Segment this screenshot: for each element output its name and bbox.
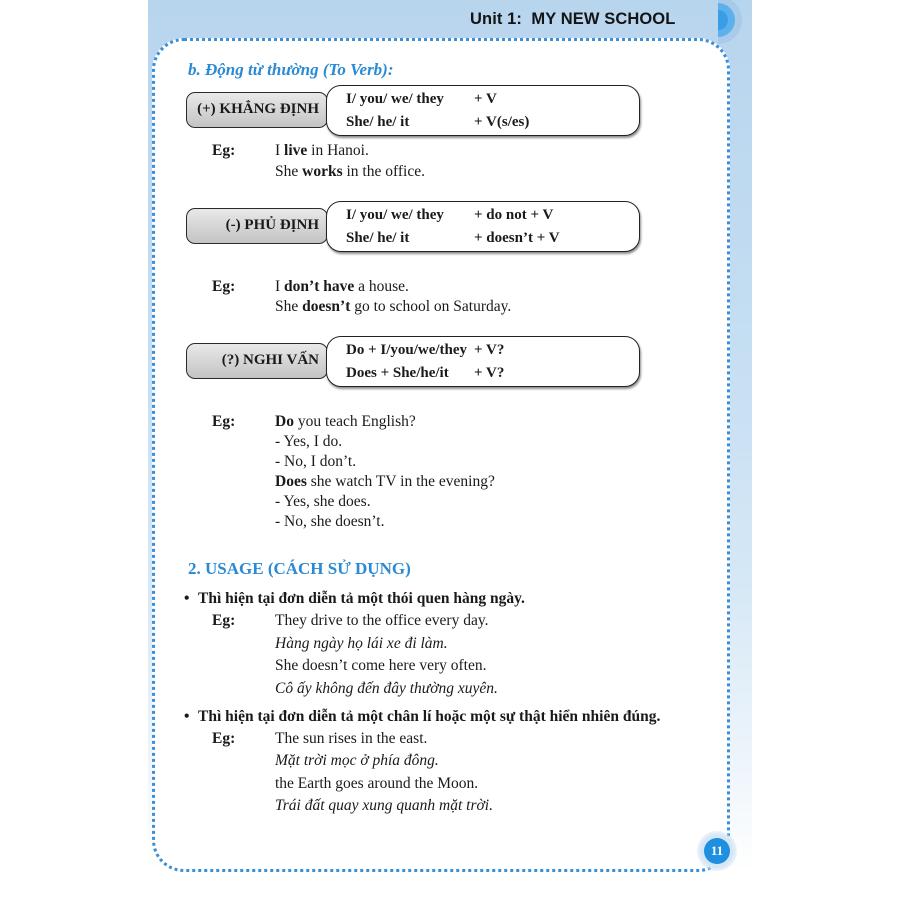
- example-translation: Hàng ngày họ lái xe đi làm.: [275, 634, 448, 652]
- example-line: [275, 472, 495, 492]
- formula-subject: She/ he/ it: [346, 230, 410, 246]
- formula-row: [327, 227, 639, 250]
- formula-pattern: + V?: [474, 342, 505, 358]
- example-verb: don’t have: [284, 278, 355, 295]
- example-verb: live: [284, 142, 308, 159]
- bullet-dot-icon: •: [184, 590, 190, 607]
- formula-pattern: + V: [474, 91, 497, 107]
- example-label: Eg:: [212, 730, 236, 747]
- formula-box-negative: [326, 201, 640, 252]
- example-label: Eg:: [212, 278, 236, 295]
- example-translation: Cô ấy không đến đây thường xuyên.: [275, 679, 498, 697]
- formula-subject: I/ you/ we/ they: [346, 207, 444, 223]
- formula-pattern: + do not + V: [474, 207, 554, 223]
- example-text: - Yes, she does.: [275, 492, 371, 510]
- formula-row: [327, 88, 639, 111]
- example-label: Eg:: [212, 413, 236, 430]
- formula-row: [327, 111, 639, 134]
- example-text: - No, I don’t.: [275, 452, 357, 470]
- formula-row: [327, 204, 639, 227]
- example-text: in Hanoi.: [307, 142, 369, 159]
- example-line: [275, 452, 495, 472]
- example-text: I: [275, 278, 285, 295]
- example-text: - Yes, I do.: [275, 432, 343, 450]
- example-line: the Earth goes around the Moon.: [275, 774, 479, 792]
- example-line: [275, 512, 495, 532]
- example-text: She: [275, 163, 303, 180]
- example-line: She doesn’t come here very often.: [275, 657, 487, 675]
- example-translation: Trái đất quay xung quanh mặt trời.: [275, 796, 493, 814]
- example-lines: [275, 140, 425, 182]
- example-line: The sun rises in the east.: [275, 730, 428, 747]
- form-label-affirmative: (+) KHẲNG ĐỊNH: [186, 92, 328, 128]
- example-line: [275, 432, 495, 452]
- example-text: go to school on Saturday.: [350, 298, 512, 315]
- example-verb: Do: [275, 413, 294, 430]
- bullet-dot-icon: •: [184, 708, 190, 725]
- example-label: Eg:: [212, 142, 236, 159]
- example-lines: [275, 610, 498, 700]
- page-number: 11: [704, 838, 730, 864]
- formula-row: [327, 362, 639, 385]
- page-number-badge: [697, 831, 737, 871]
- form-label-interrogative: (?) NGHI VẤN: [186, 343, 328, 379]
- formula-subject: Does + She/he/it: [346, 365, 449, 381]
- unit-title: Unit 1: MY NEW SCHOOL: [470, 10, 676, 28]
- example-text: you teach English?: [293, 413, 416, 430]
- example-text: I: [275, 142, 285, 159]
- example-line: [275, 297, 511, 317]
- example-text: - No, she doesn’t.: [275, 512, 385, 530]
- section-title-usage: 2. USAGE (CÁCH SỬ DỤNG): [188, 559, 411, 578]
- example-line: They drive to the office every day.: [275, 612, 489, 629]
- formula-box-affirmative: [326, 85, 640, 136]
- formula-subject: She/ he/ it: [346, 114, 410, 130]
- example-line: [275, 492, 495, 512]
- usage-bullet-text: Thì hiện tại đơn diễn tả một chân lí hoặc một sự thật hiển nhiên đúng.: [198, 708, 661, 725]
- usage-bullet: [184, 589, 525, 609]
- usage-bullet: [184, 707, 660, 727]
- section-title-to-verb: b. Động từ thường (To Verb):: [188, 60, 394, 79]
- example-verb: works: [302, 163, 343, 180]
- form-label-negative: (-) PHỦ ĐỊNH: [186, 208, 328, 244]
- example-line: [275, 277, 511, 297]
- example-translation: Mặt trời mọc ở phía đông.: [275, 752, 439, 770]
- usage-bullet-text: Thì hiện tại đơn diễn tả một thói quen hàng ngày.: [198, 590, 525, 607]
- formula-pattern: + doesn’t + V: [474, 230, 560, 246]
- example-text: in the office.: [342, 163, 425, 180]
- formula-row: [327, 339, 639, 362]
- example-verb: Does: [275, 472, 307, 490]
- example-text: She: [275, 298, 303, 315]
- header-disc-icon: [718, 0, 748, 44]
- example-lines: [275, 728, 493, 817]
- example-text: she watch TV in the evening?: [306, 472, 495, 490]
- example-verb: doesn’t: [302, 298, 351, 315]
- example-text: a house.: [354, 278, 409, 295]
- example-lines: [275, 277, 511, 317]
- formula-subject: Do + I/you/we/they: [346, 342, 468, 358]
- formula-pattern: + V?: [474, 365, 505, 381]
- example-line: [275, 140, 425, 161]
- example-lines: [275, 412, 495, 531]
- formula-subject: I/ you/ we/ they: [346, 91, 444, 107]
- example-label: Eg:: [212, 612, 236, 629]
- formula-box-interrogative: [326, 336, 640, 387]
- formula-pattern: + V(s/es): [474, 114, 530, 130]
- example-line: [275, 161, 425, 182]
- example-line: [275, 412, 495, 432]
